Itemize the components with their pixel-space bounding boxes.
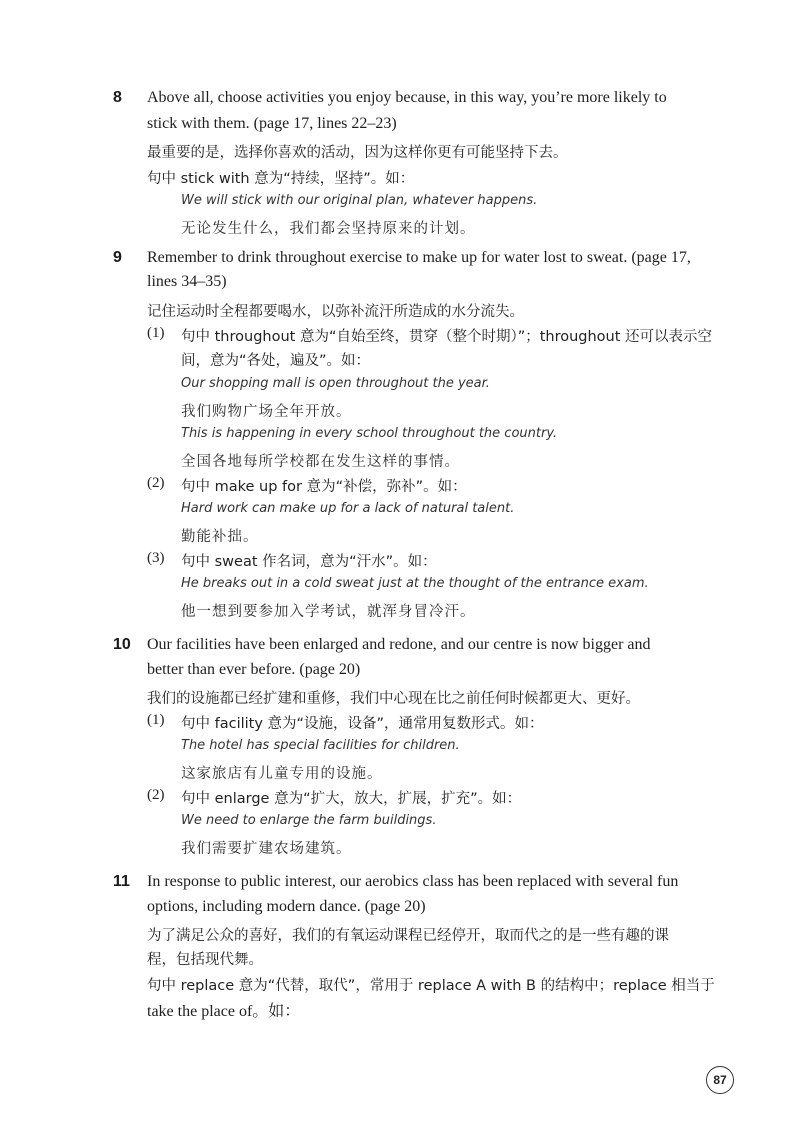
sub-point-text: 句中 facility 意为“设施，设备”，通常用复数形式。如： [181, 716, 544, 732]
entry-sentence-line: options, including modern dance. (page 20) [147, 898, 426, 915]
example-zh: 我们需要扩建农场建筑。 [181, 841, 352, 857]
example-en: Hard work can make up for a lack of natural talent. [181, 501, 515, 516]
entry-sentence-line: In response to public interest, our aerobics class has been replaced with several fun [147, 873, 679, 890]
entry-note: 句中 stick with 意为“持续，坚持”。如： [147, 171, 415, 187]
sub-point-label: (3) [147, 550, 165, 566]
entry-sentence-line: Our facilities have been enlarged and redone, and our centre is now bigger and [147, 636, 651, 653]
entry-sentence-line: better than ever before. (page 20) [147, 661, 361, 678]
example-zh: 我们购物广场全年开放。 [181, 404, 352, 420]
entry-note: 句中 replace 意为“代替，取代”，常用于 replace A with B 的结构中；replace 相当于 [147, 978, 715, 994]
sub-point-text: 句中 throughout 意为“自始至终，贯穿（整个时期）”；throughout 还可以表示空 [181, 329, 713, 345]
sub-point-text: 句中 enlarge 意为“扩大，放大，扩展，扩充”。如： [181, 791, 522, 807]
sub-point-label: (2) [147, 787, 165, 803]
example-zh: 无论发生什么，我们都会坚持原来的计划。 [181, 221, 476, 237]
example-en: The hotel has special facilities for children. [181, 738, 460, 753]
entry-sentence-line: lines 34–35) [147, 273, 227, 290]
sub-point-text: 句中 make up for 意为“补偿，弥补”。如： [181, 479, 467, 495]
sub-point-label: (2) [147, 475, 165, 491]
example-zh: 勤能补拙。 [181, 529, 259, 545]
entry-number: 9 [113, 249, 122, 266]
sub-point-text: 句中 sweat 作名词，意为“汗水”。如： [181, 554, 437, 570]
sub-point-label: (1) [147, 325, 165, 341]
example-zh: 全国各地每所学校都在发生这样的事情。 [181, 454, 460, 470]
entry-number: 8 [113, 89, 122, 106]
example-en: We will stick with our original plan, whatever happens. [181, 193, 538, 208]
entry-translation: 记住运动时全程都要喝水，以弥补流汗所造成的水分流失。 [147, 304, 524, 320]
entry-number: 10 [113, 636, 131, 653]
entry-note: take the place of。如： [147, 1003, 301, 1020]
entry-number: 11 [113, 873, 130, 890]
example-zh: 他一想到要参加入学考试，就浑身冒冷汗。 [181, 604, 476, 620]
example-en: We need to enlarge the farm buildings. [181, 813, 437, 828]
example-en: Our shopping mall is open throughout the year. [181, 376, 490, 391]
page-number-badge: 87 [706, 1066, 734, 1094]
example-en: This is happening in every school throughout the country. [181, 426, 558, 441]
entry-translation: 为了满足公众的喜好，我们的有氧运动课程已经停开，取而代之的是一些有趣的课 [147, 928, 669, 944]
entry-translation: 程，包括现代舞。 [147, 952, 263, 968]
entry-translation: 最重要的是，选择你喜欢的活动，因为这样你更有可能坚持下去。 [147, 145, 568, 161]
example-zh: 这家旅店有儿童专用的设施。 [181, 766, 383, 782]
sub-point-label: (1) [147, 712, 165, 728]
example-en: He breaks out in a cold sweat just at the thought of the entrance exam. [181, 576, 649, 591]
entry-sentence-line: Remember to drink throughout exercise to make up for water lost to sweat. (page 17, [147, 249, 691, 266]
entry-sentence-line: stick with them. (page 17, lines 22–23) [147, 115, 397, 132]
entry-sentence-line: Above all, choose activities you enjoy because, in this way, you’re more likely to [147, 89, 667, 106]
sub-point-text: 间，意为“各处，遍及”。如： [181, 353, 371, 369]
entry-translation: 我们的设施都已经扩建和重修，我们中心现在比之前任何时候都更大、更好。 [147, 691, 640, 707]
